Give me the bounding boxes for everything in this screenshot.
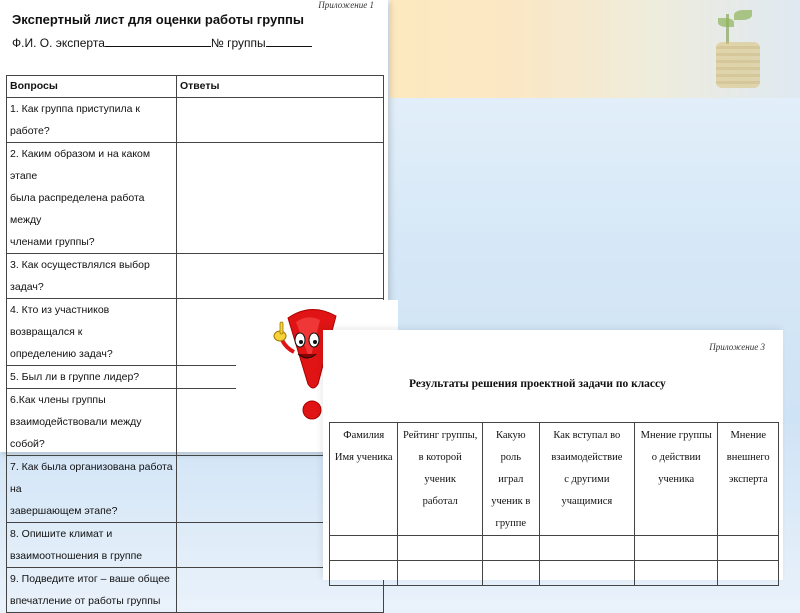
question-cell <box>7 299 177 366</box>
question-cell <box>7 254 177 299</box>
questions-header: Вопросы <box>7 76 177 98</box>
empty-cell[interactable] <box>718 561 779 586</box>
coins-decoration <box>716 42 760 88</box>
table-row <box>330 561 779 586</box>
answer-cell[interactable] <box>177 143 384 254</box>
question-text: 4. Кто из участников возвращался к <box>10 304 110 338</box>
group-number-blank <box>266 36 312 47</box>
column-header-text: ученик в <box>491 496 531 507</box>
column-header-text: в которой <box>418 452 462 463</box>
results-title: Результаты решения проектной задачи по классу <box>409 378 666 390</box>
column-header-text: группе <box>495 518 527 529</box>
column-header-text: о действии <box>651 452 701 463</box>
column-header-text: с другими <box>564 474 610 485</box>
column-header <box>482 423 539 536</box>
table-row <box>7 143 384 254</box>
question-text: 8. Опишите климат и <box>10 528 113 540</box>
column-header-text: Фамилия <box>343 430 385 441</box>
question-text: 9. Подведите итог – ваше общее <box>10 573 170 585</box>
question-text: была распределена работа между <box>10 192 145 226</box>
column-header <box>330 423 398 536</box>
empty-cell[interactable] <box>539 536 634 561</box>
column-header-text: учащимися <box>561 496 613 507</box>
column-header-text: эксперта <box>728 474 768 485</box>
column-header-text: Как вступал во <box>553 430 621 441</box>
column-header-text: Мнение <box>730 430 766 441</box>
empty-cell[interactable] <box>330 536 398 561</box>
appendix-label: Приложение 1 <box>318 0 374 10</box>
empty-cell[interactable] <box>634 536 718 561</box>
question-text: 5. Был ли в группе лидер? <box>10 371 140 383</box>
question-text: впечатление от работы группы <box>10 595 161 607</box>
question-text: 3. Как осуществлялся выбор задач? <box>10 259 150 293</box>
empty-cell[interactable] <box>482 561 539 586</box>
empty-cell[interactable] <box>398 561 482 586</box>
group-label: № группы <box>210 36 266 50</box>
column-header <box>634 423 718 536</box>
question-text: 2. Каким образом и на каком этапе <box>10 148 151 182</box>
empty-cell[interactable] <box>482 536 539 561</box>
question-cell <box>7 366 177 389</box>
background-photo <box>390 0 800 98</box>
column-header <box>539 423 634 536</box>
answer-cell[interactable] <box>177 254 384 299</box>
answer-cell[interactable] <box>177 98 384 143</box>
expert-name-blank <box>105 36 211 47</box>
column-header-text: роль <box>500 452 521 463</box>
question-cell <box>7 523 177 568</box>
question-text: взаимодействовали между собой? <box>10 416 142 450</box>
question-cell <box>7 98 177 143</box>
leaf-decoration <box>718 18 734 27</box>
column-header-text: Мнение группы <box>640 430 712 441</box>
leaf-decoration <box>734 10 752 20</box>
question-text: 6.Как члены группы <box>10 394 106 406</box>
answers-header: Ответы <box>177 76 384 98</box>
table-header-row <box>330 423 779 536</box>
table-row <box>7 254 384 299</box>
empty-cell[interactable] <box>718 536 779 561</box>
column-header-text: Рейтинг группы, <box>403 430 478 441</box>
question-cell <box>7 143 177 254</box>
question-cell <box>7 389 177 456</box>
column-header-text: работал <box>422 496 458 507</box>
column-header-text: Имя ученика <box>334 452 393 463</box>
column-header-text: ученика <box>658 474 695 485</box>
question-text: взаимоотношения в группе <box>10 550 143 562</box>
question-text: завершающем этапе? <box>10 505 118 517</box>
column-header <box>398 423 482 536</box>
appendix-label: Приложение 3 <box>709 342 765 352</box>
table-row <box>330 536 779 561</box>
column-header-text: внешнего <box>726 452 770 463</box>
question-text: 7. Как была организована работа на <box>10 461 173 495</box>
table-row <box>7 98 384 143</box>
empty-cell[interactable] <box>634 561 718 586</box>
column-header-text: ученик <box>424 474 456 485</box>
question-cell <box>7 456 177 523</box>
table-header-row <box>7 76 384 98</box>
empty-cell[interactable] <box>398 536 482 561</box>
column-header-text: играл <box>498 474 524 485</box>
column-header-text: взаимодействие <box>551 452 623 463</box>
results-table <box>329 422 779 586</box>
column-header-text: Какую <box>496 430 526 441</box>
question-text: 1. Как группа приступила к работе? <box>10 103 140 137</box>
sheet-title: Экспертный лист для оценки работы группы <box>12 12 304 27</box>
expert-label: Ф.И. О. эксперта <box>12 36 105 50</box>
expert-info-line <box>12 36 312 50</box>
question-text: определению задач? <box>10 348 113 360</box>
empty-cell[interactable] <box>539 561 634 586</box>
question-text: членами группы? <box>10 236 95 248</box>
results-sheet <box>323 330 783 580</box>
question-cell <box>7 568 177 613</box>
empty-cell[interactable] <box>330 561 398 586</box>
column-header <box>718 423 779 536</box>
